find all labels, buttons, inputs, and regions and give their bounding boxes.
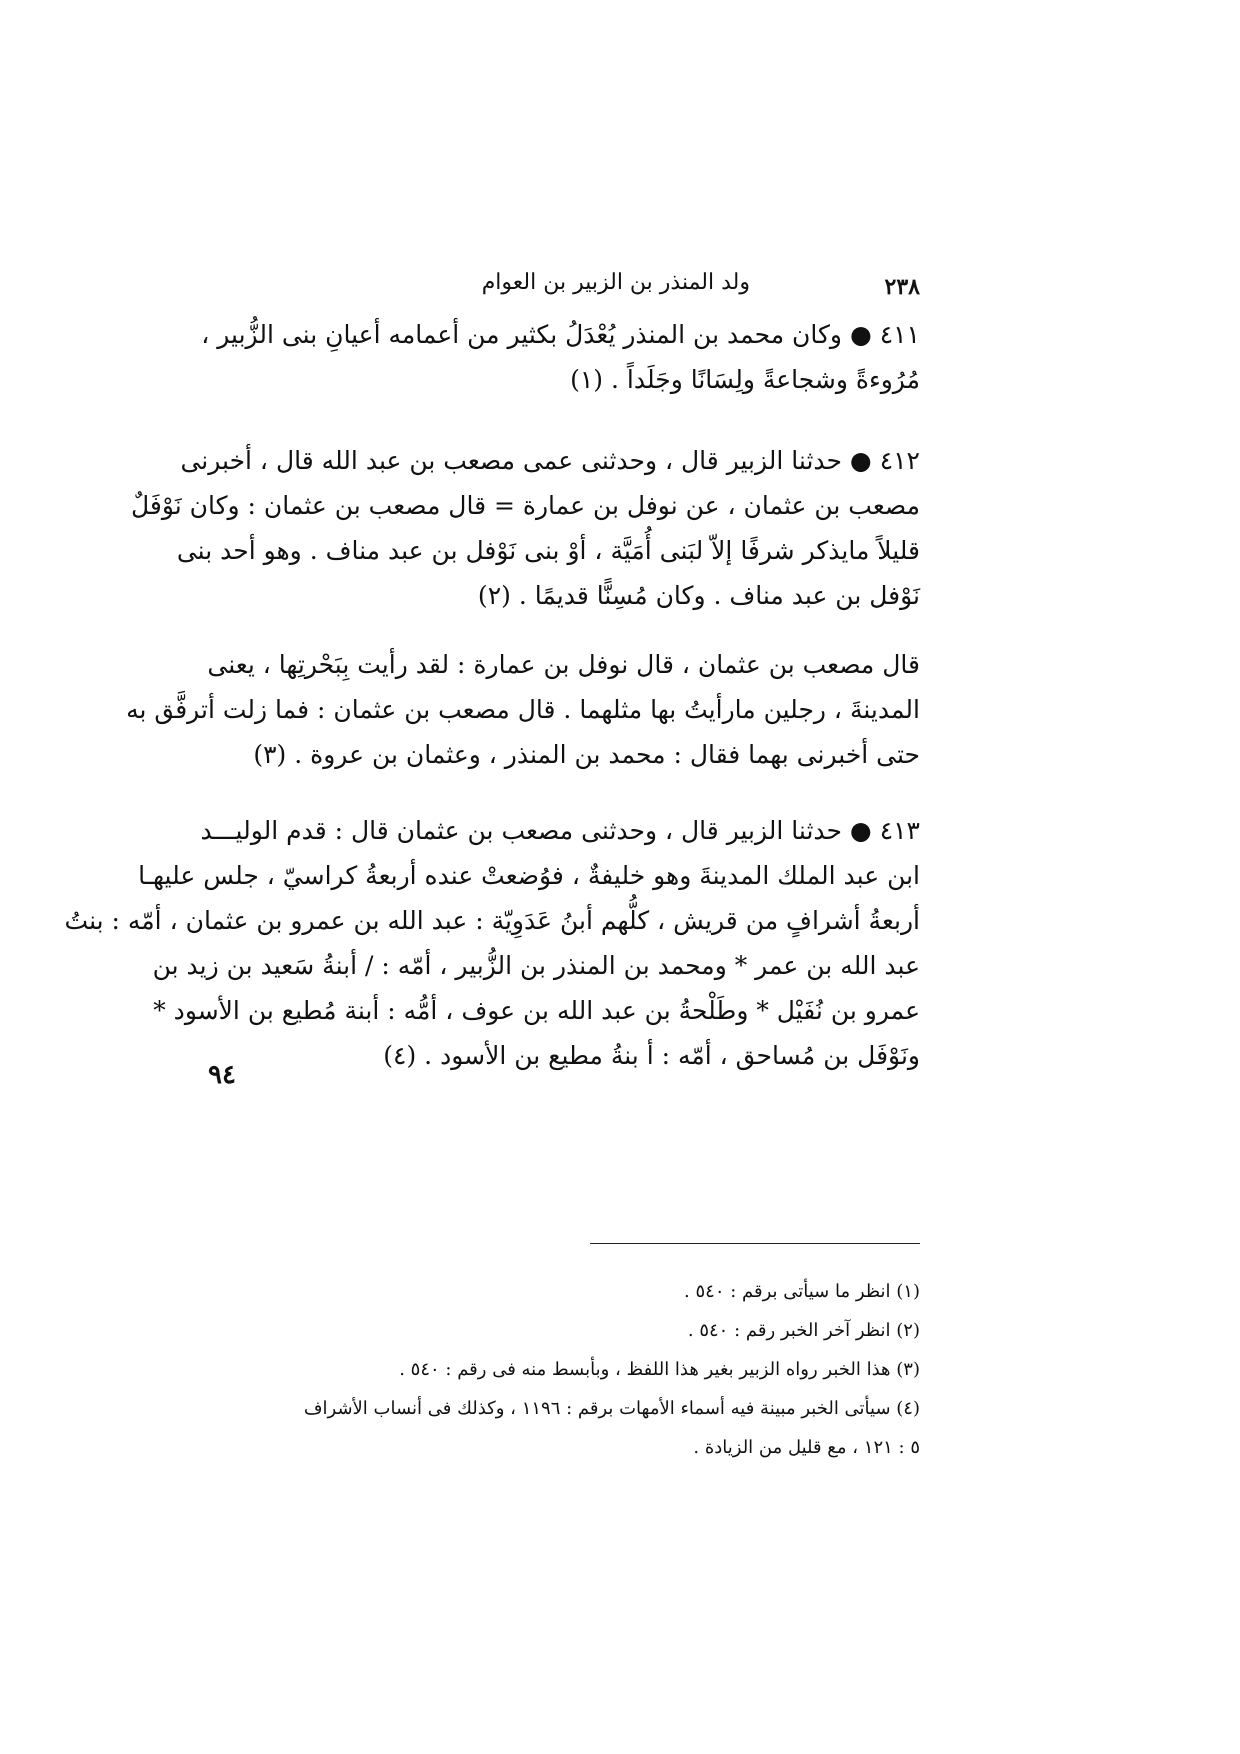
footnote-divider bbox=[590, 1243, 920, 1244]
text-line: عمرو بن نُفَيْل * وطَلْحةُ بن عبد الله بن عوف ، أمُّه : أبنة مُطيع بن الأسود * bbox=[153, 996, 920, 1025]
margin-page-reference: ٩٤ bbox=[208, 1060, 236, 1090]
text-line: ٤١١ ● وكان محمد بن المنذر يُعْدَلُ بكثير من أعمامه أعيانِ بنى الزُّبير ، bbox=[201, 320, 920, 349]
running-head: ولد المنذر بن الزبير بن العوام bbox=[481, 270, 750, 295]
paragraph-411 bbox=[201, 312, 920, 402]
text-line: ابن عبد الملك المدينةَ وهو خليفةٌ ، فوُضعتْ عنده أربعةُ كراسيّ ، جلس عليهـا bbox=[138, 861, 920, 890]
paragraph-412 bbox=[130, 438, 920, 618]
footnote-2: (٢) انظر آخر الخبر رقم : ٥٤٠ . bbox=[687, 1320, 920, 1341]
paragraph-412-continued bbox=[126, 642, 920, 777]
text-line: حتى أخبرنى بهما فقال : محمد بن المنذر ، وعثمان بن عروة . (٣) bbox=[253, 740, 920, 769]
footnote-4: (٤) سيأتى الخبر مبينة فيه أسماء الأمهات برقم : ١١٩٦ ، وكذلك فى أنساب الأشراف bbox=[303, 1398, 920, 1419]
text-line: ونَوْفَل بن مُساحق ، أمّه : أ بنةُ مطيع بن الأسود . (٤) bbox=[383, 1041, 920, 1070]
footnote-4-continued: ٥ : ١٢١ ، مع قليل من الزيادة . bbox=[693, 1437, 920, 1458]
text-line: عبد الله بن عمر * ومحمد بن المنذر بن الزُّبير ، أمّه : / أبنةُ سَعيد بن زيد بن bbox=[152, 951, 920, 980]
text-line: قال مصعب بن عثمان ، قال نوفل بن عمارة : لقد رأيت بِبَحْرتِها ، يعنى bbox=[207, 650, 920, 679]
footnote-1: (١) انظر ما سيأتى برقم : ٥٤٠ . bbox=[684, 1281, 920, 1302]
page-header bbox=[440, 270, 920, 310]
text-line: ٤١٢ ● حدثنا الزبير قال ، وحدثنى عمى مصعب بن عبد الله قال ، أخبرنى bbox=[180, 446, 920, 475]
text-line: مصعب بن عثمان ، عن نوفل بن عمارة = قال مصعب بن عثمان : وكان نَوْفَلٌ bbox=[130, 491, 920, 520]
text-line: ٤١٣ ● حدثنا الزبير قال ، وحدثنى مصعب بن عثمان قال : قدم الوليـــد bbox=[200, 816, 920, 845]
footnotes bbox=[248, 1272, 920, 1467]
footnote-3: (٣) هذا الخبر رواه الزبير بغير هذا اللفظ ، وبأبسط منه فى رقم : ٥٤٠ . bbox=[399, 1359, 920, 1380]
text-line: أربعةُ أشرافٍ من قريش ، كلُّهم أبنُ عَدَوِيّة : عبد الله بن عمرو بن عثمان ، أمّه : بنتُ bbox=[64, 906, 920, 935]
page-number: ٢٣٨ bbox=[884, 274, 920, 300]
text-line: مُرُوءةً وشجاعةً ولِسَانًا وجَلَداً . (١) bbox=[570, 365, 920, 394]
text-line: قليلاً مايذكر شرفًا إلاّ لبَنى أُمَيَّة ، أوْ بنى نَوْفل بن عبد مناف . وهو أحد بنى bbox=[176, 536, 920, 565]
text-line: نَوْفل بن عبد مناف . وكان مُسِنًّا قديمًا . (٢) bbox=[477, 581, 920, 610]
text-line: المدينةَ ، رجلين مارأيتُ بها مثلهما . قال مصعب بن عثمان : فما زلت أترفَّق به bbox=[126, 695, 920, 724]
